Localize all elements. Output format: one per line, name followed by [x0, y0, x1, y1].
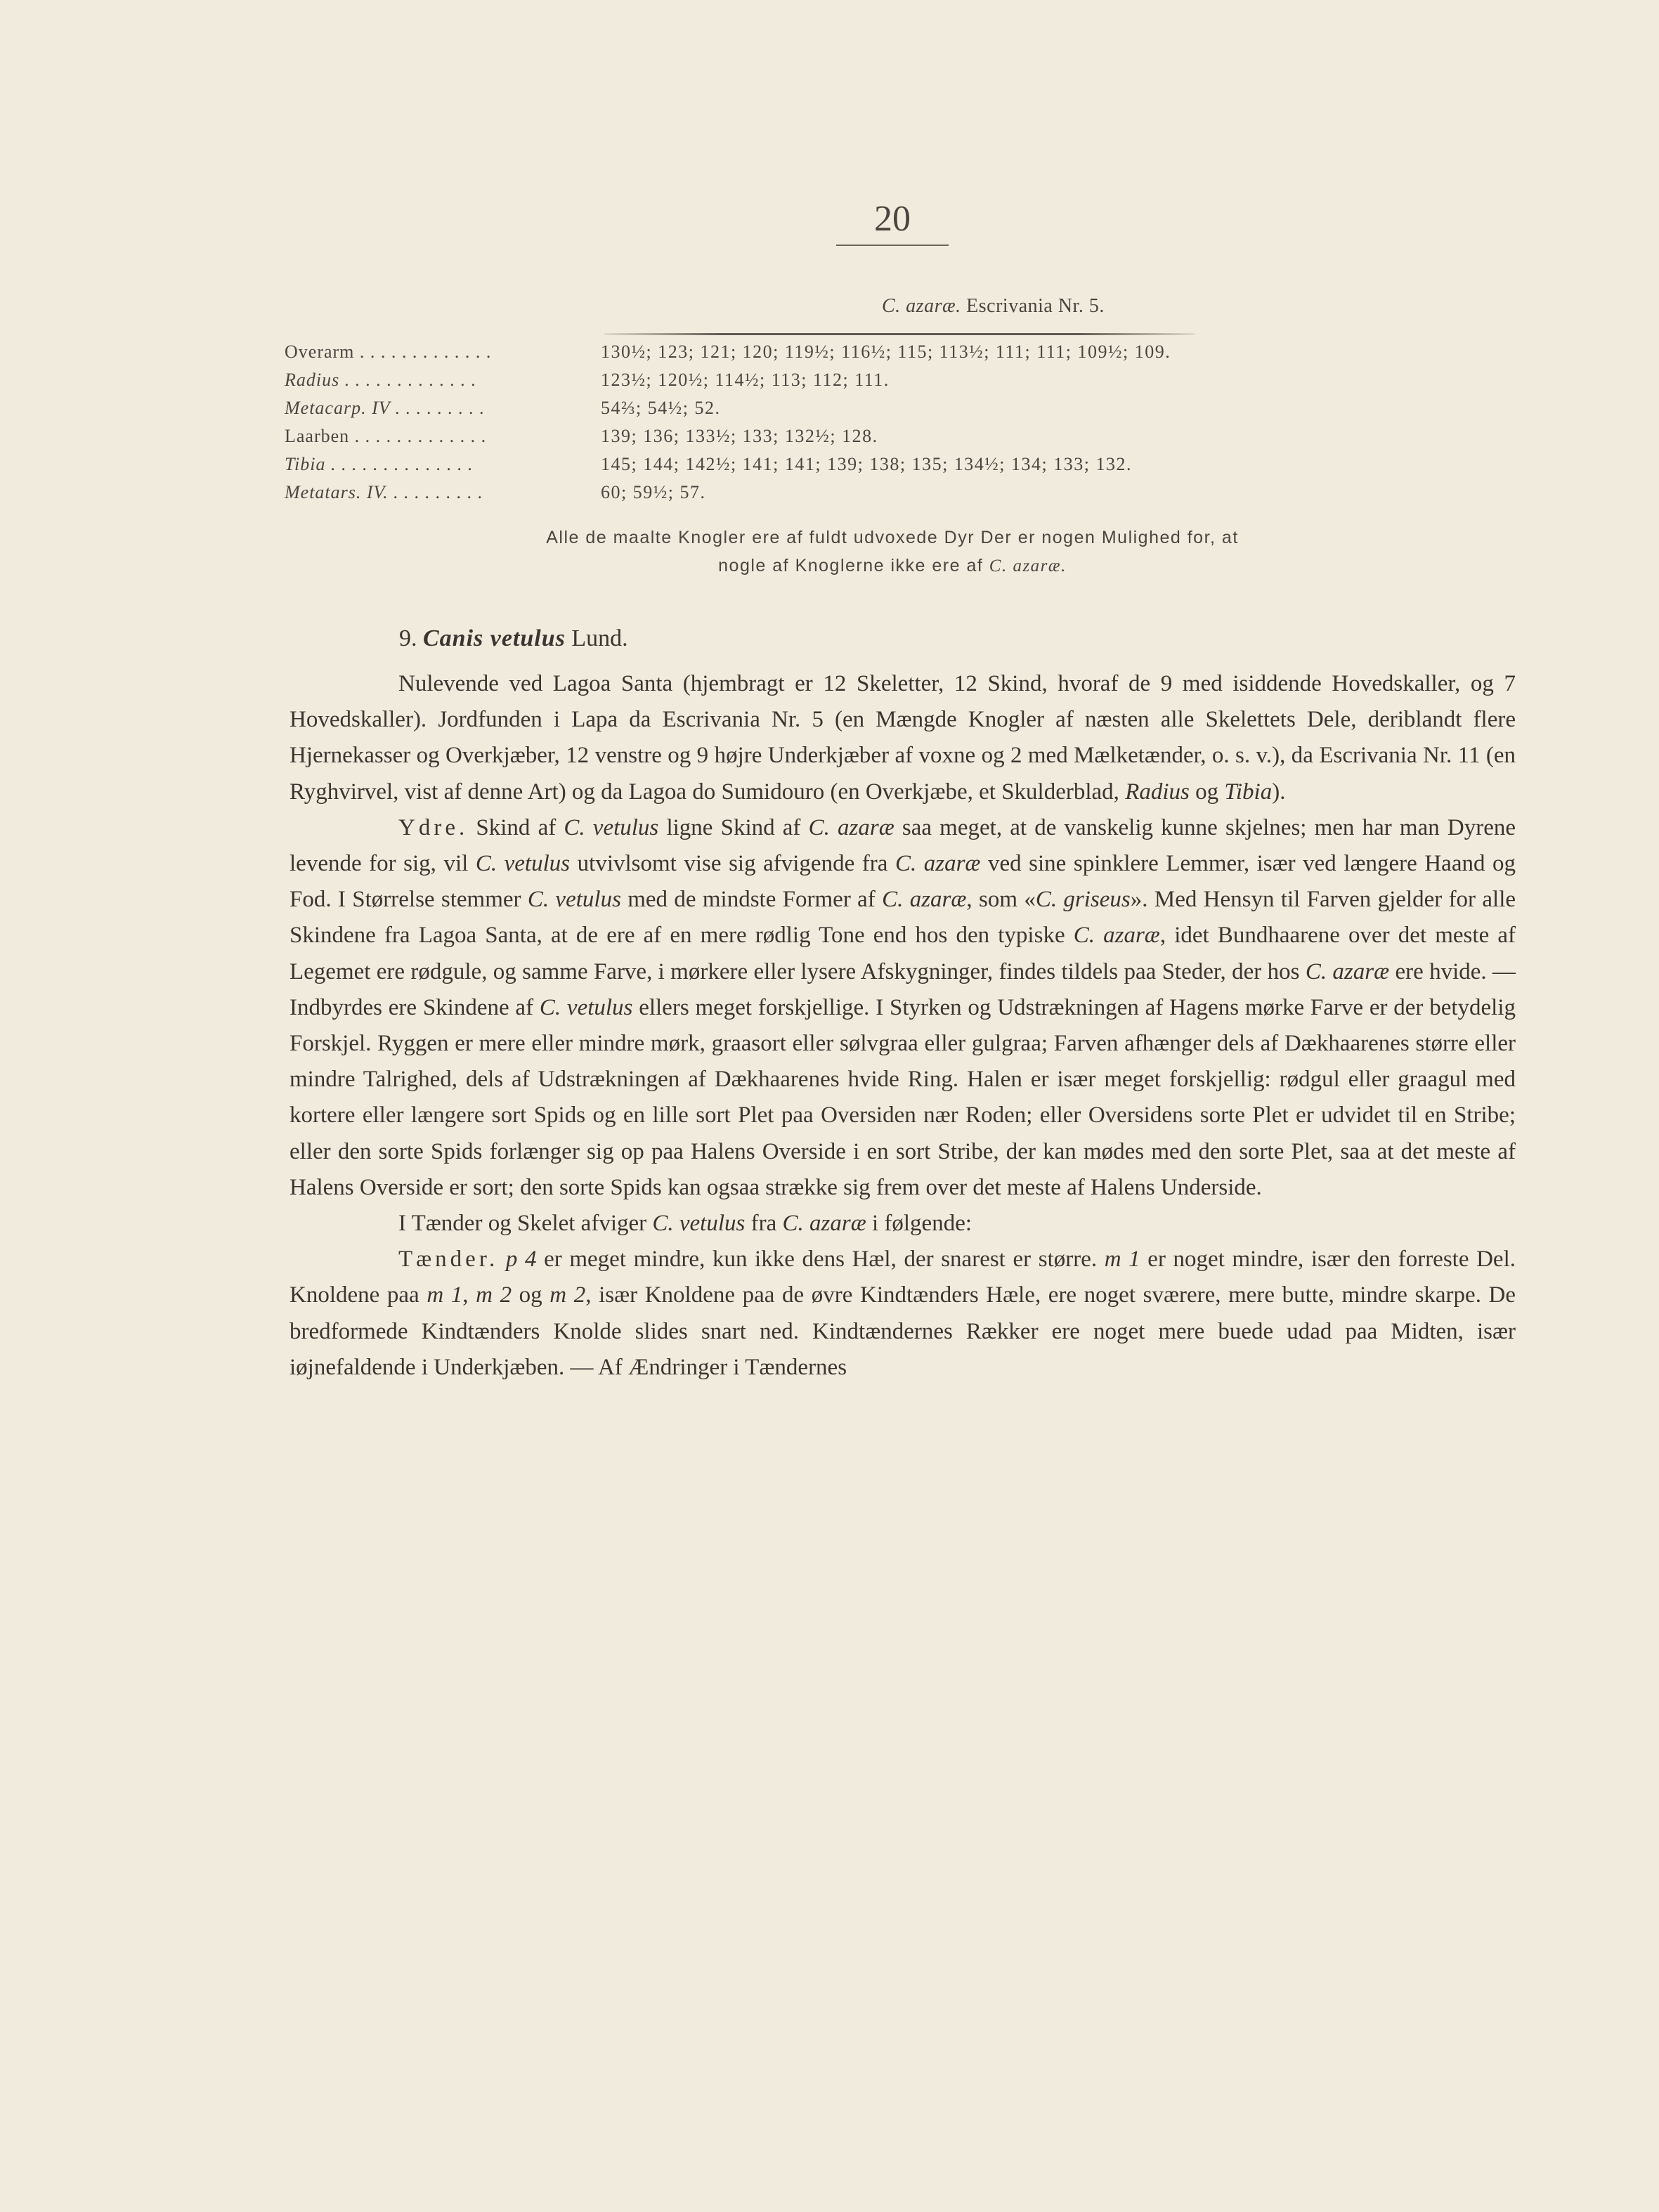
footnote-line-1: Alle de maalte Knogler ere af fuldt udvoxede Dyr Der er nogen Mulighed for, at	[546, 528, 1239, 547]
row-label: Laarben . . . . . . . . . . . . .	[285, 426, 487, 446]
footnote-species: C. azaræ.	[989, 557, 1067, 575]
italic-term: Radius	[1125, 779, 1190, 805]
table-footnote	[408, 523, 1377, 580]
row-values: 123½; 120½; 114½; 113; 112; 111.	[601, 370, 890, 390]
section-author: Lund.	[571, 625, 628, 651]
table-row	[285, 341, 1409, 370]
text-run: ere hvide. — Indbyrdes ere Skindene af	[289, 958, 1516, 1020]
species-name: C. azaræ	[1073, 923, 1160, 949]
species-name: C. vetulus	[527, 887, 621, 913]
species-name: C. azaræ	[882, 887, 967, 913]
text-run: Nulevende ved Lagoa Santa (hjembragt er 12 Skeletter, 12 Skind, hvoraf de 9 med isiddende Hovedskaller, og 7 Hovedskaller). Jordfunden i Lapa da Escrivania Nr. 5 (en Mængde Knogler af næsten alle Skelettets Dele, deriblandt flere Hjernekasser og Overkjæber, 12 venstre og 9 højre Underkjæber af voxne og 2 med Mælketænder, o. s. v.), da Escrivania Nr. 11 (en Ryghvirvel, vist af denne Art) og da Lagoa do Sumidouro (en Overkjæbe, et Skulderblad,	[289, 671, 1516, 805]
species-name: C. vetulus	[564, 814, 659, 840]
paragraph-lead: Tænder.	[398, 1247, 499, 1273]
text-run: er meget mindre, kun ikke dens Hæl, der snarest er større.	[536, 1247, 1105, 1273]
paragraph-exterior	[289, 810, 1516, 1206]
species-name: C. griseus	[1035, 887, 1131, 913]
text-run: ved sine spinklere Lemmer, især ved længere Haand og Fod. I Størrelse stemmer	[289, 851, 1516, 913]
paragraph-teeth-intro	[289, 1206, 1516, 1242]
row-label: Overarm . . . . . . . . . . . . .	[285, 341, 492, 362]
text-run: , som «	[966, 887, 1036, 913]
species-name: C. vetulus	[652, 1211, 746, 1237]
tooth-label: m 1	[1104, 1247, 1140, 1273]
row-label: Tibia . . . . . . . . . . . . . .	[285, 454, 474, 474]
tooth-label: m 1	[427, 1282, 463, 1308]
text-run: og	[1189, 779, 1225, 805]
table-row	[285, 398, 1409, 426]
row-values: 60; 59½; 57.	[601, 482, 706, 502]
table-caption	[882, 295, 1105, 318]
body-text	[289, 666, 1516, 1386]
row-values: 139; 136; 133½; 133; 132½; 128.	[601, 426, 878, 446]
page-number: 20	[874, 199, 911, 239]
footnote-line-2	[408, 552, 1377, 580]
text-run: med de mindste Former af	[620, 887, 883, 913]
table-row	[285, 454, 1409, 482]
table-caption-locality: Escrivania Nr. 5.	[966, 295, 1105, 317]
text-run: er noget mindre, især den forreste Del. Knoldene paa	[289, 1247, 1516, 1308]
section-heading	[399, 625, 628, 652]
paragraph-occurrence	[289, 666, 1516, 810]
text-run: og	[512, 1282, 550, 1308]
text-run: utvivlsomt vise sig afvigende fra	[570, 851, 895, 877]
species-name: C. vetulus	[539, 994, 633, 1020]
row-values: 145; 144; 142½; 141; 141; 139; 138; 135; 134½; 134; 133; 132.	[601, 454, 1132, 474]
species-name: C. vetulus	[475, 851, 571, 877]
measurement-table	[285, 341, 1409, 510]
section-number: 9.	[399, 625, 417, 651]
page-header	[822, 198, 963, 246]
page-number-rule	[836, 245, 949, 246]
paragraph-teeth	[289, 1242, 1516, 1386]
tooth-label: p 4	[505, 1247, 537, 1273]
tooth-label: m 2	[549, 1282, 586, 1308]
species-name: C. azaræ	[782, 1211, 866, 1237]
row-label: Metacarp. IV . . . . . . . . .	[285, 398, 486, 418]
text-run: fra	[745, 1211, 783, 1237]
table-row	[285, 482, 1409, 510]
text-run: , især Knoldene paa de øvre Kindtænders Hæle, ere noget sværere, mere butte, mindre skarpe. De bredformede Kindtænders Knolde slides snart ned. Kindtændernes Rækker ere noget mere buede udad paa Midten, især iøjnefaldende i Underkjæben. — Af Ændringer i Tændernes	[289, 1282, 1516, 1380]
text-run: ». Med Hensyn til Farven gjelder for alle Skindene fra Lagoa Santa, at de ere af en mere rødlig Tone end hos den typiske	[289, 887, 1516, 949]
table-rule	[604, 333, 1195, 335]
text-run: ,	[462, 1282, 476, 1308]
text-run: ligne Skind af	[658, 814, 809, 840]
row-values: 54⅔; 54½; 52.	[601, 398, 721, 418]
text-run: , idet Bundhaarene over det meste af Legemet ere rødgule, og samme Farve, i mørkere eller lysere Afskygninger, findes tildels paa Steder, der hos	[289, 923, 1516, 984]
row-label: Metatars. IV. . . . . . . . . .	[285, 482, 483, 502]
section-genus: Canis vetulus	[423, 625, 566, 651]
text-run: saa meget, at de vanskelig kunne skjelnes; men har man Dyrene levende for sig, vil	[289, 814, 1516, 877]
paragraph-lead: Ydre.	[398, 814, 469, 840]
table-row	[285, 426, 1409, 454]
text-run: i følgende:	[866, 1211, 972, 1237]
text-run: ).	[1272, 779, 1286, 805]
row-label: Radius . . . . . . . . . . . . .	[285, 370, 477, 390]
text-run: ellers meget forskjellige. I Styrken og Udstrækningen af Hagens mørke Farve er der betydelig Forskjel. Ryggen er mere eller mindre mørk, graasort eller sølvgraa eller gulgraa; Farven afhænger dels af Dækhaarenes større eller mindre Talrighed, dels af Udstrækningen af Dækhaarenes hvide Ring. Halen er især meget forskjellig: rødgul eller graagul med kortere eller længere sort Spids og en lille sort Plet paa Oversiden nær Roden; eller Oversidens sorte Plet er udvidet til en Stribe; eller den sorte Spids forlænger sig op paa Halens Overside i en sort Stribe, der kan mødes med den sorte Plet, saa at det meste af Halens Overside er sort; den sorte Spids kan ogsaa strække sig frem over det meste af Halens Underside.	[289, 994, 1516, 1200]
text-run: I Tænder og Skelet afviger	[398, 1211, 653, 1237]
species-name: C. azaræ	[1305, 958, 1390, 984]
species-name: C. azaræ	[894, 851, 981, 877]
table-row	[285, 370, 1409, 398]
footnote-line-2-text: nogle af Knoglerne ikke ere af	[718, 556, 984, 575]
tooth-label: m 2	[476, 1282, 512, 1308]
species-name: C. azaræ	[808, 814, 894, 840]
table-caption-species: C. azaræ.	[882, 295, 961, 317]
text-run: Skind af	[468, 814, 564, 840]
italic-term: Tibia	[1224, 779, 1273, 805]
row-values: 130½; 123; 121; 120; 119½; 116½; 115; 113½; 111; 111; 109½; 109.	[601, 341, 1171, 362]
